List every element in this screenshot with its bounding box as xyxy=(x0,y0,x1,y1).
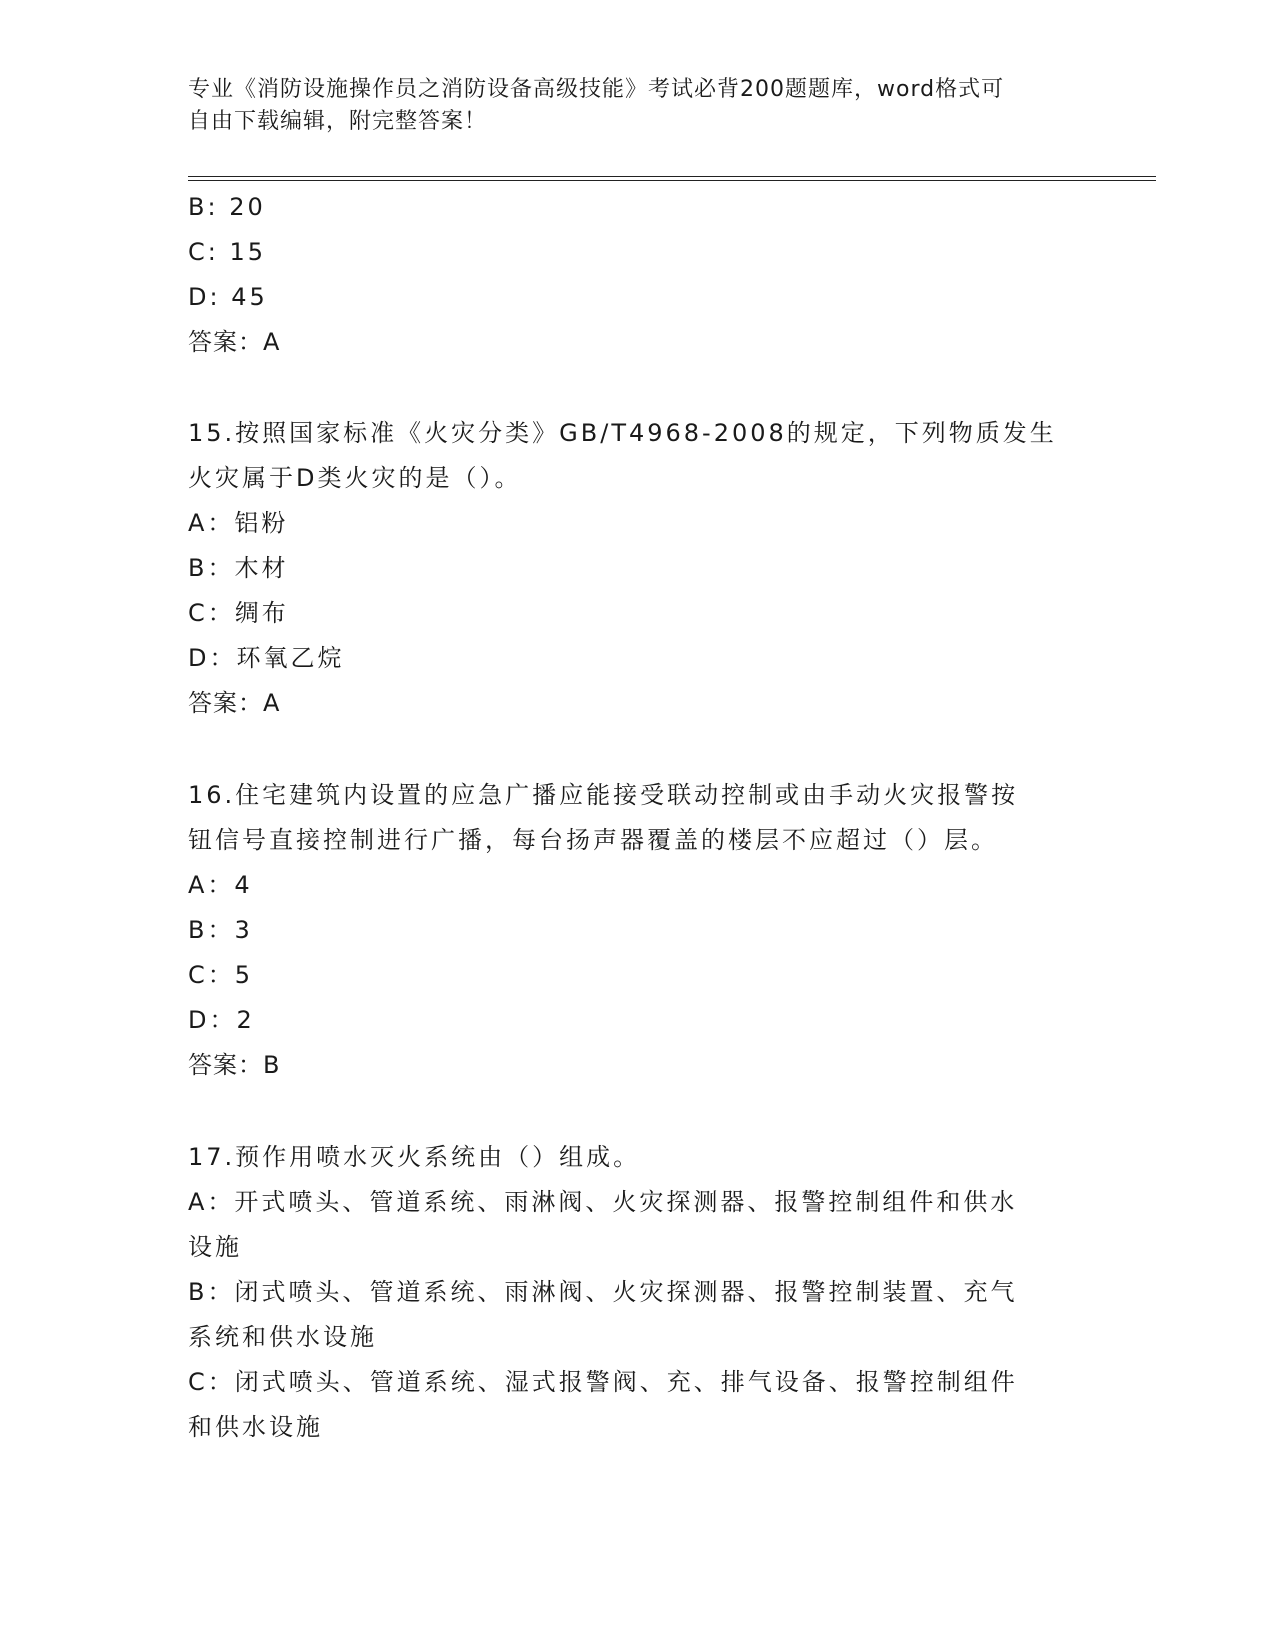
question-17-option-c-line-1: C：闭式喷头、管道系统、湿式报警阀、充、排气设备、报警控制组件 xyxy=(188,1368,1018,1396)
question-16-answer: 答案：B xyxy=(188,1051,281,1079)
question-15-answer: 答案：A xyxy=(188,689,281,717)
question-17-option-a-line-1: A：开式喷头、管道系统、雨淋阀、火灾探测器、报警控制组件和供水 xyxy=(188,1188,1018,1216)
option-text: 15 xyxy=(229,238,267,266)
option-b xyxy=(188,192,266,222)
document-header xyxy=(188,74,1068,138)
question-16-option-a: A：4 xyxy=(188,871,253,899)
option-c xyxy=(188,237,266,267)
question-16-option-c: C：5 xyxy=(188,961,254,989)
header-line-2: 自由下载编辑，附完整答案！ xyxy=(188,109,488,134)
option-d xyxy=(188,282,268,312)
option-label: B xyxy=(188,193,208,221)
question-17-option-c-line-2: 和供水设施 xyxy=(188,1413,323,1441)
question-17-option-b-line-2: 系统和供水设施 xyxy=(188,1323,377,1351)
option-text: 20 xyxy=(229,193,266,221)
answer-line: 答案：A xyxy=(188,328,281,356)
option-label: D xyxy=(188,283,210,311)
question-16-option-d: D：2 xyxy=(188,1006,255,1034)
option-separator: : xyxy=(209,283,232,311)
question-15-stem-line-1: 15.按照国家标准《火灾分类》GB/T4968-2008的规定，下列物质发生 xyxy=(188,419,1057,447)
question-16-option-b: B：3 xyxy=(188,916,253,944)
option-separator: : xyxy=(207,193,230,221)
option-text: 45 xyxy=(231,283,268,311)
question-15-option-d: D：环氧乙烷 xyxy=(188,644,345,672)
question-16-stem-line-1: 16.住宅建筑内设置的应急广播应能接受联动控制或由手动火灾报警按 xyxy=(188,781,1019,809)
question-17-option-b-line-1: B：闭式喷头、管道系统、雨淋阀、火灾探测器、报警控制装置、充气 xyxy=(188,1278,1018,1306)
header-line-1: 专业《消防设施操作员之消防设备高级技能》考试必背200题题库，word格式可 xyxy=(188,77,1005,102)
option-label: C xyxy=(188,238,208,266)
header-rule-bottom xyxy=(188,180,1156,181)
question-17-option-a-line-2: 设施 xyxy=(188,1233,242,1261)
option-separator: : xyxy=(207,238,230,266)
question-17-stem: 17.预作用喷水灭火系统由（）组成。 xyxy=(188,1143,641,1171)
question-15-option-c: C：绸布 xyxy=(188,599,289,627)
question-16-stem-line-2: 钮信号直接控制进行广播，每台扬声器覆盖的楼层不应超过（）层。 xyxy=(188,826,998,854)
question-15-option-b: B：木材 xyxy=(188,554,289,582)
header-rule-top xyxy=(188,176,1156,177)
question-15-stem-line-2: 火灾属于D类火灾的是（）。 xyxy=(188,464,522,492)
question-15-option-a: A：铝粉 xyxy=(188,509,289,537)
